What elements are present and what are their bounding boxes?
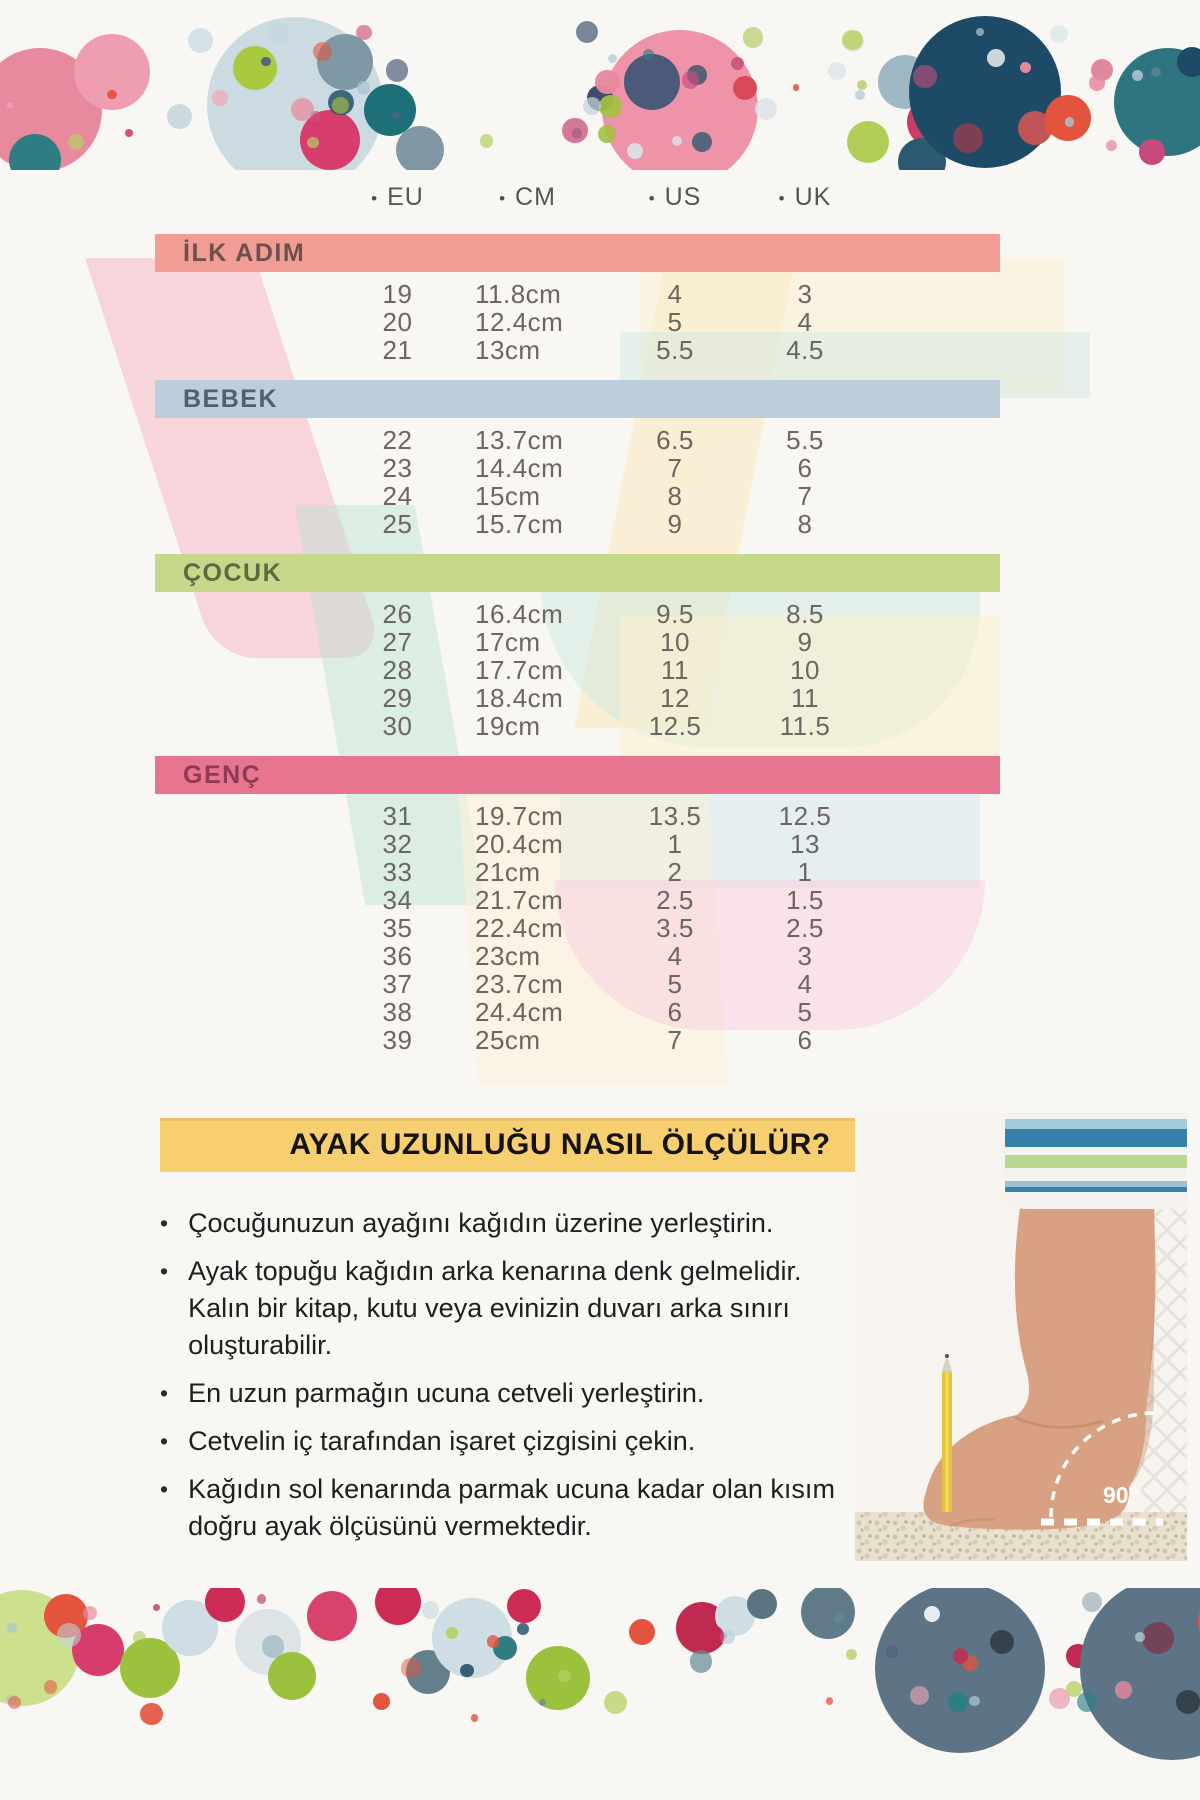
decor-dot [1176, 1690, 1200, 1714]
size-cell-filler [870, 482, 1000, 510]
decor-dot [83, 1606, 97, 1620]
size-cell-eu: 33 [382, 857, 413, 887]
bottom-dots-border [0, 1588, 1200, 1778]
size-cell-us: 11 [661, 655, 689, 685]
bullet-icon: • [160, 1428, 169, 1454]
size-cell-cm: 21cm [475, 857, 541, 887]
size-cell-us: 10 [660, 627, 690, 657]
pencil [942, 1354, 952, 1512]
decor-dot [846, 1649, 857, 1660]
bullet-icon: • [160, 1258, 169, 1284]
column-bullet-icon: • [499, 188, 507, 208]
size-cell-spacer [155, 802, 350, 830]
size-cell-filler [870, 858, 1000, 886]
howto-text: Ayak topuğu kağıdın arka kenarına denk gelmelidir. Kalın bir kitap, kutu veya evinizin duvarı arka sınırı oluşturabilir. [188, 1256, 802, 1360]
howto-item [160, 1253, 835, 1364]
bullet-icon: • [160, 1210, 169, 1236]
decor-dot [205, 1588, 245, 1622]
size-cell-filler [870, 684, 1000, 712]
size-cell-filler [870, 600, 1000, 628]
size-cell-us: 6 [667, 997, 683, 1027]
size-cell-eu: 21 [382, 335, 413, 365]
decor-dot [375, 1588, 421, 1625]
size-cell-filler [870, 426, 1000, 454]
size-cell-us: 2 [667, 857, 683, 887]
size-cell-uk: 6 [797, 453, 813, 483]
size-cell-uk: 1 [797, 857, 813, 887]
baby-foot-photo [855, 1113, 1187, 1561]
decor-dot [558, 1670, 570, 1682]
size-row [155, 970, 1000, 998]
section-label: GENÇ [183, 760, 262, 789]
size-cell-uk: 11.5 [779, 711, 831, 741]
size-cell-filler [870, 308, 1000, 336]
decor-dot [471, 1714, 478, 1721]
size-cell-cm: 25cm [475, 1025, 541, 1055]
decor-dot [702, 1625, 724, 1647]
size-row [155, 684, 1000, 712]
howto-text: Cetvelin iç tarafından işaret çizgisini çekin. [188, 1426, 696, 1456]
size-cell-uk: 9 [797, 627, 813, 657]
decor-dot [507, 1589, 541, 1623]
size-cell-spacer [155, 600, 350, 628]
size-cell-spacer [155, 998, 350, 1026]
size-cell-uk: 4 [797, 969, 813, 999]
size-cell-uk: 5.5 [786, 425, 824, 455]
size-cell-cm: 19.7cm [475, 801, 564, 831]
decor-dot [924, 1606, 940, 1622]
size-cell-spacer [155, 336, 350, 364]
size-row [155, 336, 1000, 364]
decor-dot [604, 1691, 627, 1714]
size-cell-filler [870, 656, 1000, 684]
size-cell-us: 3.5 [656, 913, 694, 943]
size-cell-filler [870, 886, 1000, 914]
decor-dot [487, 1635, 500, 1648]
section-rows [155, 794, 1000, 1054]
howto-banner [160, 1118, 890, 1172]
decor-dot [990, 1630, 1014, 1654]
size-row [155, 1026, 1000, 1054]
size-cell-cm: 20.4cm [475, 829, 564, 859]
size-cell-cm: 22.4cm [475, 913, 564, 943]
column-header-us [610, 183, 740, 212]
size-table [155, 176, 1000, 1054]
size-cell-eu: 34 [382, 885, 413, 915]
size-cell-cm: 18.4cm [475, 683, 564, 713]
decor-dot [801, 1588, 855, 1639]
size-cell-cm: 12.4cm [475, 307, 564, 337]
size-cell-cm: 15cm [475, 481, 541, 511]
decor-dot [460, 1664, 473, 1677]
howto-list [160, 1205, 835, 1556]
size-cell-us: 7 [667, 1025, 683, 1055]
size-cell-eu: 24 [382, 481, 413, 511]
size-cell-filler [870, 830, 1000, 858]
size-cell-cm: 21.7cm [475, 885, 564, 915]
size-row [155, 942, 1000, 970]
howto-item [160, 1205, 835, 1242]
decor-dot [268, 1652, 316, 1700]
section-bar [155, 380, 1000, 418]
decor-dot [8, 1696, 21, 1709]
size-cell-uk: 4 [797, 307, 813, 337]
decor-dot [948, 1692, 968, 1712]
size-cell-filler [870, 628, 1000, 656]
size-cell-cm: 15.7cm [475, 509, 564, 539]
size-cell-spacer [155, 684, 350, 712]
size-cell-spacer [155, 482, 350, 510]
size-cell-filler [870, 336, 1000, 364]
size-cell-uk: 7 [797, 481, 813, 511]
decor-dot [257, 1594, 267, 1604]
size-cell-us: 13.5 [648, 801, 702, 831]
size-cell-eu: 22 [382, 425, 413, 455]
column-bullet-icon: • [778, 188, 786, 208]
decor-dot [307, 1591, 357, 1641]
size-cell-us: 12.5 [648, 711, 702, 741]
decor-dot [422, 1601, 440, 1619]
size-cell-filler [870, 942, 1000, 970]
foot-measure-illustration [855, 1113, 1187, 1561]
size-cell-spacer [155, 712, 350, 740]
size-cell-us: 9 [667, 509, 683, 539]
size-cell-filler [870, 998, 1000, 1026]
section-label: İLK ADIM [183, 238, 306, 267]
size-cell-eu: 31 [382, 801, 413, 831]
section-rows [155, 592, 1000, 740]
size-cell-eu: 38 [382, 997, 413, 1027]
size-cell-cm: 17.7cm [475, 655, 564, 685]
size-cell-cm: 17cm [475, 627, 541, 657]
size-table-sections [155, 234, 1000, 1054]
size-cell-spacer [155, 1026, 350, 1054]
decor-dot [133, 1631, 146, 1644]
size-cell-filler [870, 712, 1000, 740]
size-cell-spacer [155, 830, 350, 858]
size-cell-eu: 20 [382, 307, 413, 337]
size-cell-cm: 14.4cm [475, 453, 564, 483]
size-cell-cm: 24.4cm [475, 997, 564, 1027]
size-cell-cm: 13cm [475, 335, 541, 365]
size-cell-cm: 13.7cm [475, 425, 564, 455]
table-column-headers [155, 176, 1000, 218]
size-cell-uk: 4.5 [786, 335, 824, 365]
size-row [155, 802, 1000, 830]
decor-dot [953, 1648, 968, 1663]
decor-dot [875, 1588, 1045, 1753]
section-bar [155, 554, 1000, 592]
size-row [155, 628, 1000, 656]
size-cell-uk: 3 [797, 941, 813, 971]
decor-dot [969, 1696, 980, 1707]
size-row [155, 830, 1000, 858]
decor-dot [1077, 1692, 1097, 1712]
size-cell-spacer [155, 656, 350, 684]
column-bullet-icon: • [371, 188, 379, 208]
section-bar [155, 756, 1000, 794]
size-cell-filler [870, 1026, 1000, 1054]
size-cell-eu: 37 [382, 969, 413, 999]
size-cell-us: 7 [667, 453, 683, 483]
size-cell-us: 9.5 [656, 599, 694, 629]
bullet-icon: • [160, 1380, 169, 1406]
size-cell-spacer [155, 628, 350, 656]
decor-dot [826, 1697, 833, 1704]
howto-item [160, 1471, 835, 1545]
size-cell-spacer [155, 858, 350, 886]
column-label-us: US [664, 182, 702, 211]
section-label: ÇOCUK [183, 558, 283, 587]
size-cell-filler [870, 280, 1000, 308]
size-cell-us: 4 [667, 279, 683, 309]
column-label-uk: UK [794, 182, 832, 211]
howto-title: AYAK UZUNLUĞU NASIL ÖLÇÜLÜR? [289, 1128, 831, 1161]
size-row [155, 454, 1000, 482]
size-row [155, 886, 1000, 914]
size-cell-uk: 11 [791, 683, 819, 713]
size-cell-spacer [155, 886, 350, 914]
size-cell-uk: 10 [790, 655, 820, 685]
size-cell-spacer [155, 454, 350, 482]
size-cell-uk: 5 [797, 997, 813, 1027]
size-cell-us: 5 [667, 307, 683, 337]
size-cell-filler [870, 970, 1000, 998]
decor-dot [1115, 1681, 1132, 1698]
howto-item [160, 1423, 835, 1460]
section-bar [155, 234, 1000, 272]
size-cell-spacer [155, 308, 350, 336]
size-cell-eu: 19 [382, 279, 413, 309]
size-cell-eu: 25 [382, 509, 413, 539]
decor-dot [446, 1627, 458, 1639]
section-rows [155, 272, 1000, 364]
size-cell-us: 2.5 [656, 885, 694, 915]
howto-item [160, 1375, 835, 1412]
decor-dot [1080, 1588, 1200, 1760]
size-row [155, 858, 1000, 886]
size-cell-spacer [155, 510, 350, 538]
size-cell-spacer [155, 426, 350, 454]
size-row [155, 482, 1000, 510]
decor-dot [401, 1658, 421, 1678]
size-cell-us: 6.5 [656, 425, 694, 455]
howto-text: Çocuğunuzun ayağını kağıdın üzerine yerleştirin. [188, 1208, 774, 1238]
decor-dot [1142, 1622, 1174, 1654]
decor-dot [57, 1623, 81, 1647]
size-cell-uk: 8 [797, 509, 813, 539]
size-row [155, 914, 1000, 942]
size-cell-filler [870, 914, 1000, 942]
size-cell-eu: 28 [382, 655, 413, 685]
decor-dot [517, 1623, 529, 1635]
size-cell-uk: 12.5 [778, 801, 832, 831]
size-cell-eu: 30 [382, 711, 413, 741]
size-row [155, 600, 1000, 628]
size-cell-uk: 8.5 [786, 599, 824, 629]
column-label-eu: EU [387, 182, 424, 211]
size-cell-eu: 27 [382, 627, 413, 657]
column-bullet-icon: • [648, 188, 656, 208]
decor-dot [690, 1650, 712, 1672]
size-cell-eu: 35 [382, 913, 413, 943]
size-cell-filler [870, 510, 1000, 538]
size-cell-eu: 36 [382, 941, 413, 971]
decor-dot [153, 1604, 160, 1611]
size-cell-filler [870, 454, 1000, 482]
size-cell-us: 5.5 [656, 335, 694, 365]
size-cell-uk: 1.5 [786, 885, 824, 915]
size-cell-eu: 26 [382, 599, 413, 629]
size-row [155, 998, 1000, 1026]
size-cell-cm: 19cm [475, 711, 541, 741]
size-cell-uk: 13 [790, 829, 820, 859]
decor-dot [373, 1693, 390, 1710]
size-cell-us: 5 [667, 969, 683, 999]
size-cell-us: 1 [667, 829, 683, 859]
size-cell-cm: 23cm [475, 941, 541, 971]
column-header-uk [740, 183, 870, 212]
size-row [155, 308, 1000, 336]
size-cell-us: 8 [667, 481, 683, 511]
size-cell-spacer [155, 942, 350, 970]
column-header-eu [350, 183, 445, 212]
column-header-cm [445, 183, 610, 212]
size-row [155, 426, 1000, 454]
decor-dot [539, 1699, 546, 1706]
size-cell-us: 12 [660, 683, 690, 713]
decor-dot [1082, 1592, 1102, 1612]
size-row [155, 712, 1000, 740]
size-cell-filler [870, 802, 1000, 830]
section-rows [155, 418, 1000, 538]
size-cell-eu: 39 [382, 1025, 413, 1055]
size-cell-cm: 11.8cm [475, 279, 562, 309]
decor-dot [629, 1619, 655, 1645]
column-label-cm: CM [515, 182, 556, 211]
size-cell-us: 4 [667, 941, 683, 971]
size-cell-spacer [155, 280, 350, 308]
size-row [155, 656, 1000, 684]
decor-dot [747, 1589, 777, 1619]
angle-label: 90° [1103, 1482, 1138, 1508]
size-cell-spacer [155, 970, 350, 998]
size-row [155, 510, 1000, 538]
howto-text: En uzun parmağın ucuna cetveli yerleştirin. [188, 1378, 705, 1408]
size-cell-uk: 2.5 [786, 913, 824, 943]
section-label: BEBEK [183, 384, 279, 413]
size-cell-uk: 3 [797, 279, 813, 309]
size-cell-eu: 23 [382, 453, 413, 483]
size-cell-eu: 32 [382, 829, 413, 859]
striped-shorts [1005, 1113, 1187, 1209]
size-cell-cm: 16.4cm [475, 599, 564, 629]
size-row [155, 280, 1000, 308]
bullet-icon: • [160, 1476, 169, 1502]
decor-dot [140, 1703, 163, 1726]
size-cell-eu: 29 [382, 683, 413, 713]
size-cell-cm: 23.7cm [475, 969, 564, 999]
howto-text: Kağıdın sol kenarında parmak ucuna kadar olan kısım doğru ayak ölçüsünü vermektedir. [188, 1474, 835, 1541]
size-cell-spacer [155, 914, 350, 942]
size-cell-uk: 6 [797, 1025, 813, 1055]
